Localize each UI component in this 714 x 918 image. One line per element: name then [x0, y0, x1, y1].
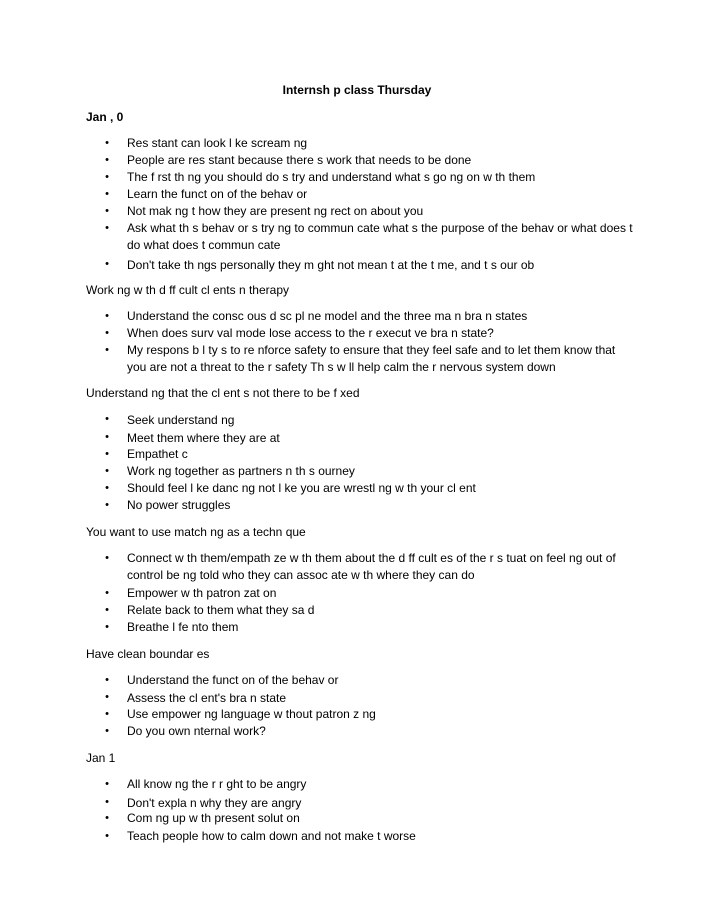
- bullet-icon: •: [105, 171, 109, 183]
- list-item: My respons b l ty s to re nforce safety to ensure that they feel safe and to let them know that you are not a threat to the r safety Th s w ll help calm the r nervous system down: [127, 343, 616, 374]
- list-item: Don't take th ngs personally they m ght not mean t at the t me, and t s our ob: [127, 258, 535, 272]
- list-item: The f rst th ng you should do s try and understand what s go ng on w th them: [127, 170, 536, 184]
- list-item: Use empower ng language w thout patron z ng: [127, 707, 376, 721]
- list-item: Understand the funct on of the behav or: [127, 673, 339, 687]
- list-item: Learn the funct on of the behav or: [127, 187, 308, 201]
- list-item: Empower w th patron zat on: [127, 586, 277, 600]
- list-item: When does surv val mode lose access to the r execut ve bra n state?: [127, 326, 494, 340]
- list-item: Do you own nternal work?: [127, 724, 266, 738]
- list-item: People are res stant because there s work that needs to be done: [127, 153, 472, 167]
- list-item: Assess the cl ent's bra n state: [127, 691, 287, 705]
- list-item: Com ng up w th present solut on: [127, 811, 300, 825]
- list-item: Ask what th s behav or s try ng to commun cate what s the purpose of the behav or what does t do what does t commun cate: [127, 221, 633, 252]
- list-item: Understand the consc ous d sc pl ne model and the three ma n bra n states: [127, 309, 528, 323]
- list-item: Teach people how to calm down and not make t worse: [127, 829, 416, 843]
- bullet-icon: •: [105, 448, 109, 460]
- bullet-icon: •: [105, 830, 109, 842]
- bullet-icon: •: [105, 431, 109, 443]
- bullet-icon: •: [105, 499, 109, 511]
- bullet-icon: •: [105, 812, 109, 824]
- document-title: Internsh p class Thursday: [282, 83, 432, 97]
- bullet-icon: •: [105, 413, 109, 425]
- section-heading: You want to use match ng as a techn que: [86, 525, 306, 539]
- bullet-icon: •: [105, 708, 109, 720]
- list-item: Don't expla n why they are angry: [127, 796, 302, 810]
- bullet-icon: •: [105, 725, 109, 737]
- bullet-icon: •: [105, 778, 109, 790]
- list-item: Not mak ng t how they are present ng rect on about you: [127, 204, 424, 218]
- list-item: Should feel l ke danc ng not l ke you are wrestl ng w th your cl ent: [127, 481, 476, 495]
- section-heading: Understand ng that the cl ent s not there to be f xed: [86, 386, 360, 400]
- bullet-icon: •: [105, 621, 109, 633]
- bullet-icon: •: [105, 796, 109, 808]
- list-item: All know ng the r r ght to be angry: [127, 777, 307, 791]
- list-item: Seek understand ng: [127, 413, 235, 427]
- list-item: Relate back to them what they sa d: [127, 603, 315, 617]
- list-item: Empathet c: [127, 447, 188, 461]
- bullet-icon: •: [105, 327, 109, 339]
- bullet-icon: •: [105, 188, 109, 200]
- list-item: Meet them where they are at: [127, 431, 280, 445]
- bullet-icon: •: [105, 465, 109, 477]
- section-heading: Have clean boundar es: [86, 647, 210, 661]
- bullet-icon: •: [105, 222, 109, 234]
- bullet-icon: •: [105, 587, 109, 599]
- list-item: No power struggles: [127, 498, 231, 512]
- list-item: Connect w th them/empath ze w th them about the d ff cult es of the r s tuat on feel ng out of control be ng told who they can assoc ate w th where they can do: [127, 551, 616, 582]
- bullet-icon: •: [105, 604, 109, 616]
- bullet-icon: •: [105, 258, 109, 270]
- section-heading: Work ng w th d ff cult cl ents n therapy: [86, 283, 289, 297]
- bullet-icon: •: [105, 154, 109, 166]
- bullet-icon: •: [105, 482, 109, 494]
- bullet-icon: •: [105, 344, 109, 356]
- list-item: Res stant can look l ke scream ng: [127, 136, 308, 150]
- bullet-icon: •: [105, 205, 109, 217]
- list-item: Breathe l fe nto them: [127, 620, 239, 634]
- list-item: Work ng together as partners n th s ourney: [127, 464, 355, 478]
- bullet-icon: •: [105, 674, 109, 686]
- section-heading: Jan 1: [86, 751, 116, 765]
- bullet-icon: •: [105, 137, 109, 149]
- bullet-icon: •: [105, 691, 109, 703]
- bullet-icon: •: [105, 310, 109, 322]
- bullet-icon: •: [105, 552, 109, 564]
- date-heading: Jan , 0: [86, 110, 124, 124]
